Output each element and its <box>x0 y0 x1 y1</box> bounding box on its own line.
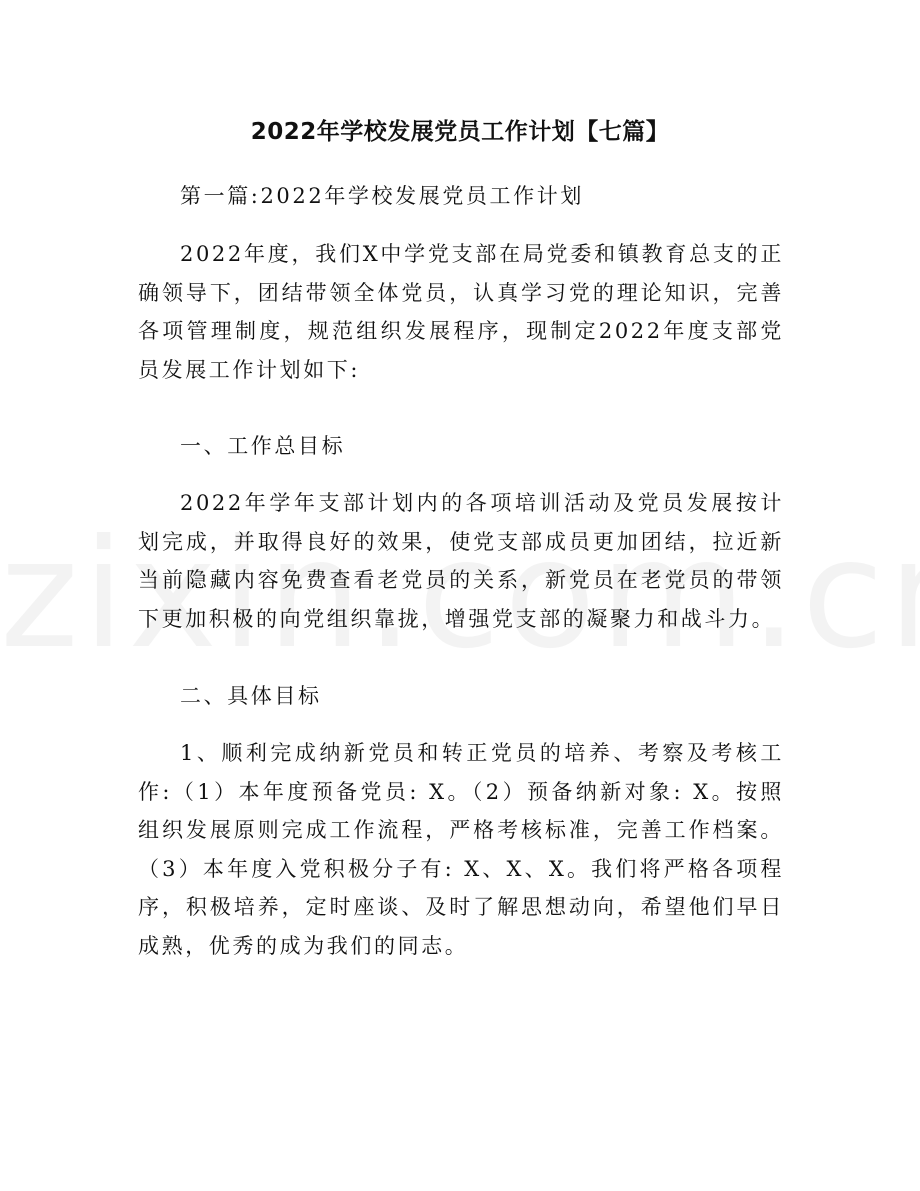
section-heading-overall-goal: 一、工作总目标 <box>180 434 346 458</box>
specific-goal-item-1: 1、顺利完成纳新党员和转正党员的培养、考察及考核工作:（1）本年度预备党员: X。（2）预备纳新对象: X。按照组织发展原则完成工作流程，严格考核标准，完善工作档案。（3）本年度入党积极分子有: X、X、X。我们将严格各项程序，积极培养，定时座谈、及时了解思想动向，希望他们早日成熟，优秀的成为我们的同志。 <box>138 741 784 958</box>
intro-paragraph: 2022年度，我们X中学党支部在局党委和镇教育总支的正确领导下，团结带领全体党员，认真学习党的理论知识，完善各项管理制度，规范组织发展程序，现制定2022年度支部党员发展工作计划如下: <box>138 242 784 382</box>
section-heading-part-one: 第一篇:2022年学校发展党员工作计划 <box>180 184 584 208</box>
overall-goal-paragraph: 2022年学年支部计划内的各项培训活动及党员发展按计划完成，并取得良好的效果，使党支部成员更加团结，拉近新当前隐藏内容免费查看老党员的关系，新党员在老党员的带领下更加积极的向党组织靠拢，增强党支部的凝聚力和战斗力。 <box>138 491 784 631</box>
section-heading-specific-goals: 二、具体目标 <box>180 684 322 708</box>
document-title: 2022年学校发展党员工作计划【七篇】 <box>250 119 670 145</box>
